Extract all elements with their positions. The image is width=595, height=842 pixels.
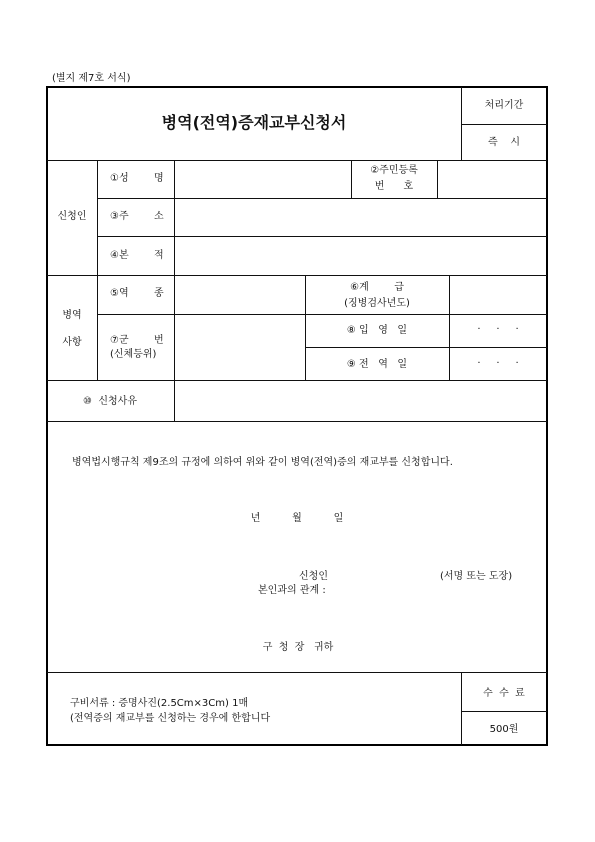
name-input[interactable]: [176, 162, 350, 197]
signature-field[interactable]: [340, 567, 435, 583]
addressee: 구 청 장 귀하: [262, 642, 334, 653]
reason-label: ⑩ 신청사유: [83, 396, 137, 407]
form-title: 병역(전역)증재교부신청서: [161, 113, 347, 132]
processing-period-value: 즉 시: [487, 137, 521, 148]
relation-input[interactable]: [340, 582, 460, 598]
resident-number-label-2: 번 호: [374, 181, 414, 192]
military-section-label-2: 사항: [62, 337, 82, 348]
address-label: ③주 소: [110, 211, 164, 222]
fee-label: 수 수 료: [483, 688, 525, 699]
processing-period-label: 처리기간: [484, 100, 524, 111]
service-type-input[interactable]: [176, 277, 304, 313]
fee-value: 500원: [489, 724, 519, 735]
discharge-date-label: ⑨ 전 역 일: [346, 359, 408, 370]
name-label: ①성 명: [110, 173, 164, 184]
form-label: (별지 제7호 서식): [52, 73, 131, 84]
rank-label-2: (징병검사년도): [344, 298, 410, 309]
military-number-label-2: (신체등위): [110, 349, 157, 360]
service-type-label: ⑤역 종: [110, 288, 164, 299]
discharge-date-input[interactable]: · · ·: [477, 358, 519, 369]
resident-number-input[interactable]: [439, 162, 545, 197]
military-number-label: ⑦군 번: [110, 335, 164, 346]
date-line[interactable]: 년 월 일: [250, 513, 344, 524]
military-number-input[interactable]: [176, 316, 304, 379]
rank-label: ⑥계 급: [350, 282, 404, 293]
enlistment-date-label: ⑧ 입 영 일: [346, 325, 408, 336]
domicile-label: ④본 적: [110, 250, 164, 261]
required-documents-note: (전역증의 재교부를 신청하는 경우에 한합니다: [70, 713, 271, 724]
applicant-section-label: 신청인: [57, 211, 87, 222]
relation-label: 본인과의 관계 :: [258, 585, 326, 596]
enlistment-date-input[interactable]: · · ·: [477, 324, 519, 335]
application-statement: 병역법시행규칙 제9조의 규정에 의하여 위와 같이 병역(전역)증의 재교부를 신청합니다.: [72, 457, 453, 468]
rank-input[interactable]: [451, 277, 545, 313]
address-input[interactable]: [176, 200, 545, 235]
resident-number-label: ②주민등록: [370, 165, 418, 176]
domicile-input[interactable]: [176, 238, 545, 274]
signer-label: 신청인: [299, 571, 328, 582]
required-documents: 구비서류 : 증명사진(2.5Cm×3Cm) 1매: [70, 698, 249, 709]
reason-input[interactable]: [176, 382, 545, 420]
sign-hint: (서명 또는 도장): [440, 571, 513, 582]
military-section-label: 병역: [62, 310, 82, 321]
